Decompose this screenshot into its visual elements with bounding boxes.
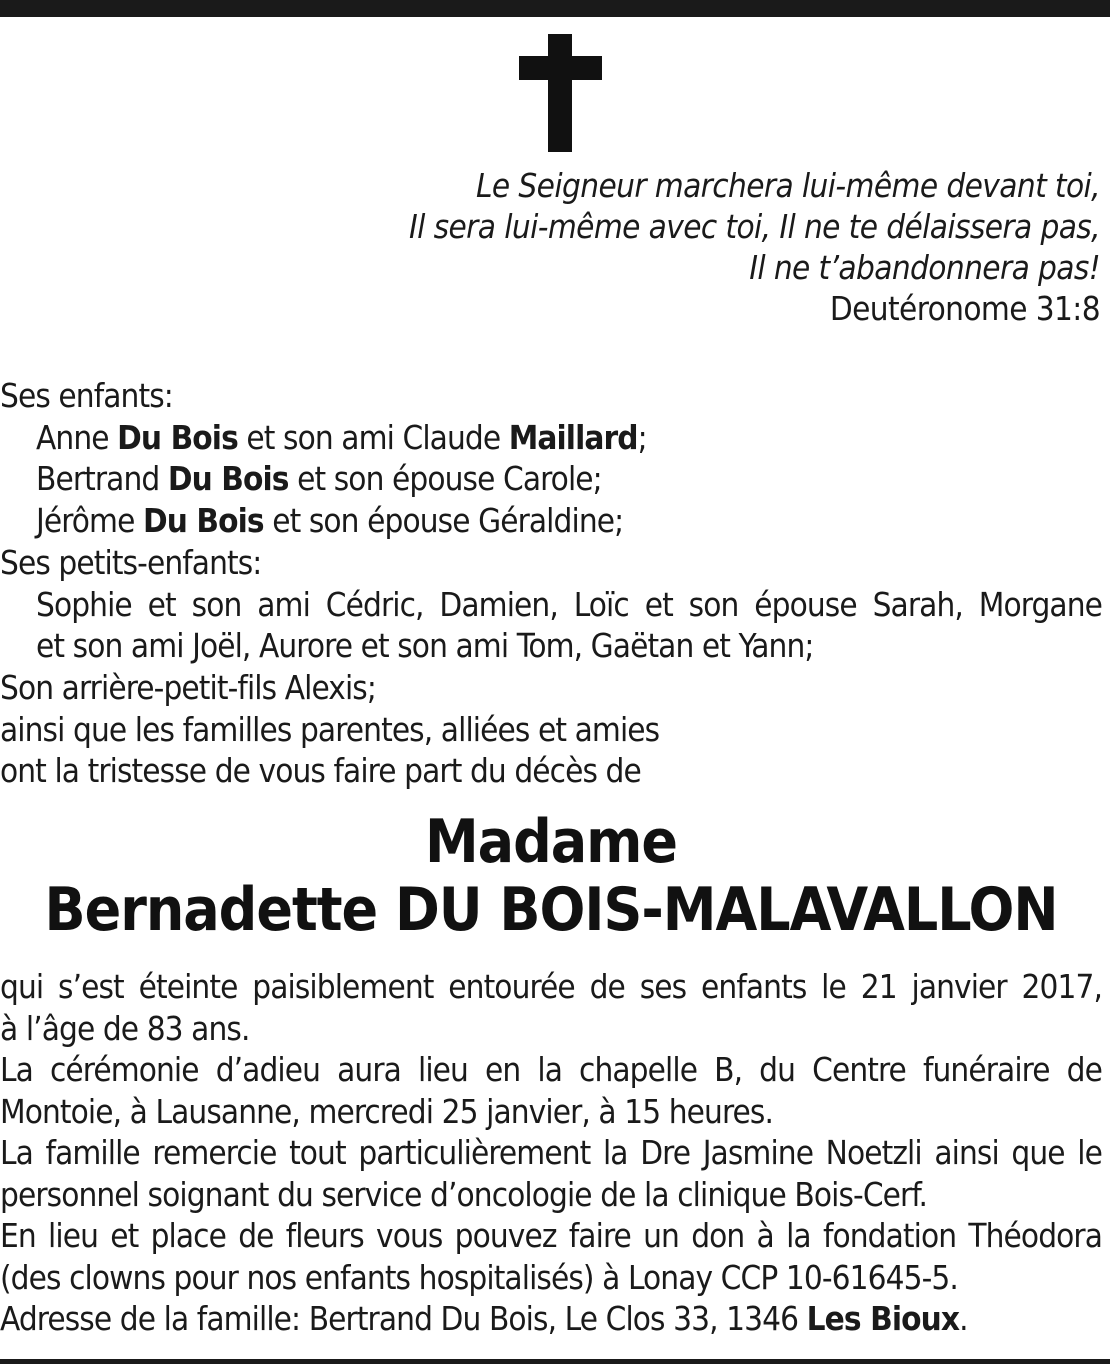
- grandchildren-heading: Ses petits-enfants:: [0, 542, 262, 582]
- grandchildren-list: et son ami Joël, Aurore et son ami Tom, Gaëtan et Yann;: [36, 626, 814, 666]
- details-line: personnel soignant du service d’oncologie de la clinique Bois-Cerf.: [0, 1174, 928, 1214]
- child-entry: Bertrand Du Bois et son épouse Carole;: [36, 459, 602, 499]
- verse-line: Il sera lui-même avec toi, Il ne te délaissera pas,: [409, 207, 1100, 246]
- details-line: En lieu et place de fleurs vous pouvez faire un don à la fondation Théodora: [0, 1216, 1102, 1255]
- deceased-name-block: [0, 808, 1102, 944]
- deceased-title: Madame: [424, 807, 678, 877]
- details-line: La cérémonie d’adieu aura lieu en la chapelle B, du Centre funéraire de: [0, 1050, 1102, 1089]
- verse-line: Le Seigneur marchera lui-même devant toi,: [475, 166, 1100, 205]
- children-heading: Ses enfants:: [0, 376, 173, 415]
- bottom-border-rule: [0, 1359, 1110, 1364]
- details-line: à l’âge de 83 ans.: [0, 1008, 250, 1048]
- family-announcement: [0, 375, 1102, 792]
- details-line: Montoie, à Lausanne, mercredi 25 janvier, à 15 heures.: [0, 1091, 773, 1131]
- announcement-line: ont la tristesse de vous faire part du décès de: [0, 751, 641, 791]
- child-entry: Jérôme Du Bois et son épouse Géraldine;: [36, 501, 624, 541]
- grandchildren-list: Sophie et son ami Cédric, Damien, Loïc et son épouse Sarah, Morgane: [36, 584, 1102, 624]
- relatives-line: ainsi que les familles parentes, alliées et amies: [0, 709, 660, 749]
- verse-reference: Deutéronome 31:8: [829, 289, 1100, 328]
- cross-icon: [519, 34, 602, 152]
- details-line: La famille remercie tout particulièrement la Dre Jasmine Noetzli ainsi que le: [0, 1133, 1102, 1172]
- great-grandchild: Son arrière-petit-fils Alexis;: [0, 667, 376, 707]
- bible-verse: [409, 165, 1100, 329]
- ceremony-details: [0, 966, 1102, 1340]
- details-line: qui s’est éteinte paisiblement entourée de ses enfants le 21 janvier 2017,: [0, 967, 1102, 1006]
- details-line: (des clowns pour nos enfants hospitalisés) à Lonay CCP 10-61645-5.: [0, 1257, 958, 1297]
- deceased-name: Bernadette DU BOIS-MALAVALLON: [44, 875, 1058, 945]
- child-entry: Anne Du Bois et son ami Claude Maillard;: [36, 417, 647, 457]
- top-border-rule: [0, 0, 1110, 17]
- family-address: Adresse de la famille: Bertrand Du Bois, Le Clos 33, 1346 Les Bioux.: [0, 1299, 968, 1338]
- verse-line: Il ne t’abandonnera pas!: [749, 248, 1100, 287]
